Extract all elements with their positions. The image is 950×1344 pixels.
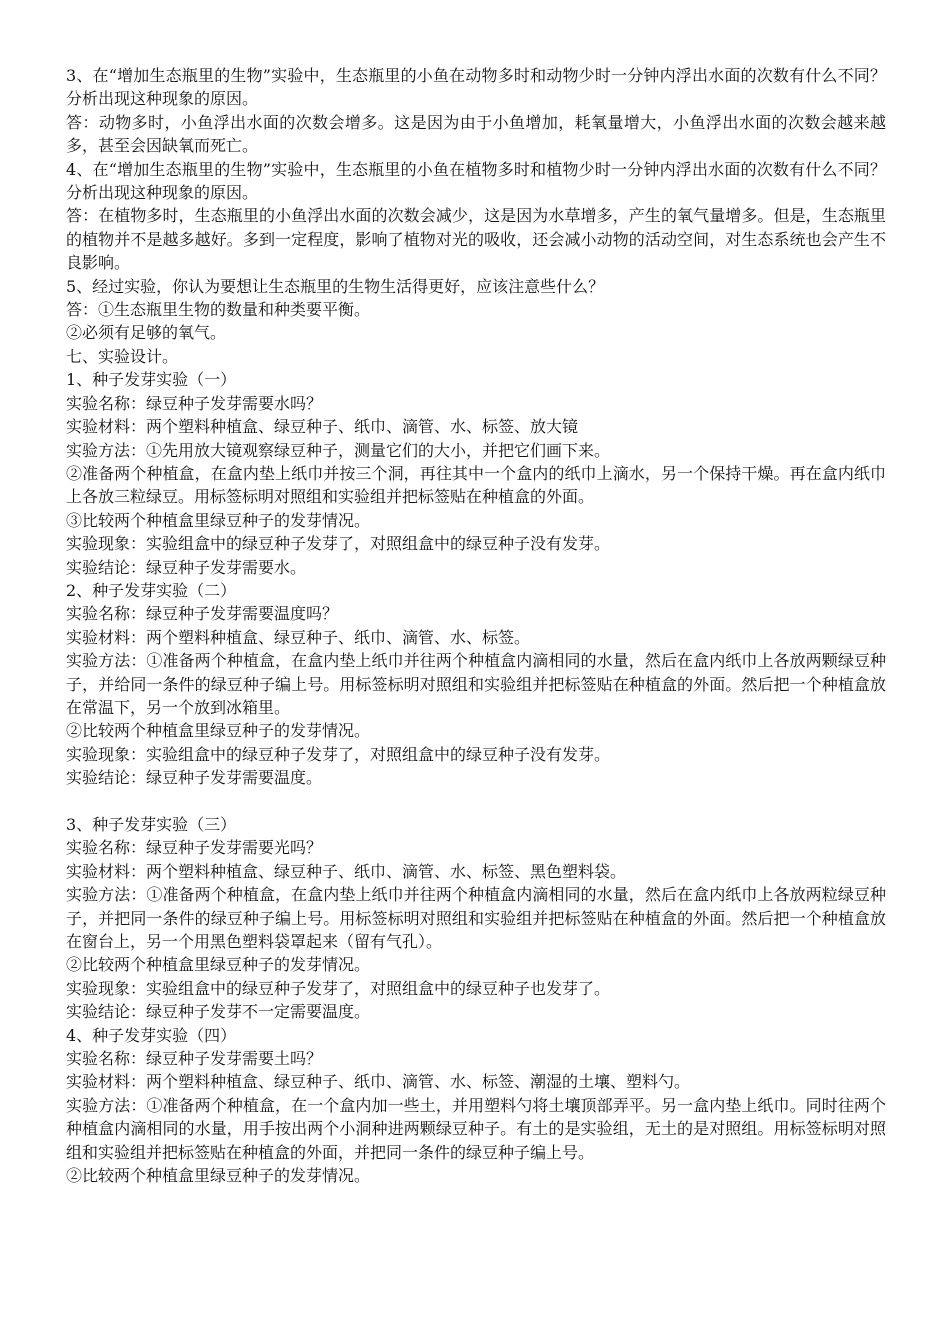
experiment-2-method-step-2: ②比较两个种植盒里绿豆种子的发芽情况。 (66, 721, 371, 741)
experiment-2-method-step-1: 实验方法：①准备两个种植盒，在盒内垫上纸巾并往两个种植盒内滴相同的水量，然后在盒内纸巾上各放两颗绿豆种子，并给同一条件的绿豆种子编上号。用标签标明对照组和实验组并把标签贴在种植盒的外面。然后把一个种植盒放在常温下，另一个放到冰箱里。 (66, 651, 886, 717)
experiment-2-heading: 2、种子发芽实验（二） (66, 580, 237, 600)
question-4: 4、在“增加生态瓶里的生物”实验中，生态瓶里的小鱼在植物多时和植物少时一分钟内浮出水面的次数有什么不同？分析出现这种现象的原因。 (66, 159, 886, 203)
experiment-3-method-step-1: 实验方法：①准备两个种植盒，在盒内垫上纸巾并往两个种植盒内滴相同的水量，然后在盒内纸巾上各放两粒绿豆种子，并把同一条件的绿豆种子编上号。用标签标明对照组和实验组并把标签贴在种植盒的外面。然后把一个种植盒放在窗台上，另一个用黑色塑料袋罩起来（留有气孔）。 (66, 885, 886, 952)
question-5: 5、经过实验，你认为要想让生态瓶里的生物生活得更好，应该注意些什么？ (66, 276, 605, 296)
experiment-3-materials: 实验材料：两个塑料种植盒、绿豆种子、纸巾、滴管、水、标签、黑色塑料袋。 (66, 861, 627, 881)
experiment-3-method-step-2: ②比较两个种植盒里绿豆种子的发芽情况。 (66, 955, 371, 975)
answer-3: 答：动物多时，小鱼浮出水面的次数会增多。这是因为由于小鱼增加，耗氧量增大，小鱼浮出水面的次数会越来越多，甚至会因缺氧而死亡。 (66, 112, 886, 156)
experiment-2-phenomenon: 实验现象：实验组盒中的绿豆种子发芽了，对照组盒中的绿豆种子没有发芽。 (66, 744, 611, 764)
experiment-3-name: 实验名称：绿豆种子发芽需要光吗？ (66, 838, 323, 858)
document-body (66, 64, 886, 1187)
experiment-2-materials: 实验材料：两个塑料种植盒、绿豆种子、纸巾、滴管、水、标签。 (66, 627, 531, 647)
answer-4: 答：在植物多时，生态瓶里的小鱼浮出水面的次数会减少，这是因为水草增多，产生的氧气量增多。但是，生态瓶里的植物并不是越多越好。多到一定程度，影响了植物对光的吸收，还会减小动物的活动空间，对生态系统也会产生不良影响。 (66, 206, 886, 273)
experiment-4-method-step-1: 实验方法：①准备两个种植盒，在一个盒内加一些土，并用塑料勺将土壤顶部弄平。另一盒内垫上纸巾。同时往两个种植盒内滴相同的水量，用手按出两个小洞种进两颗绿豆种子。有土的是实验组，无土的是对照组。用标签标明对照组和实验组并把标签贴在种植盒的外面，并把同一条件的绿豆种子编上号。 (66, 1095, 886, 1162)
section-heading-experiment-design: 七、实验设计。 (66, 346, 179, 366)
experiment-1-conclusion: 实验结论：绿豆种子发芽需要水。 (66, 557, 307, 577)
experiment-3-heading: 3、种子发芽实验（三） (66, 814, 237, 834)
experiment-1-name: 实验名称：绿豆种子发芽需要水吗？ (66, 393, 323, 413)
experiment-4-method-step-2: ②比较两个种植盒里绿豆种子的发芽情况。 (66, 1166, 371, 1186)
experiment-4-materials: 实验材料：两个塑料种植盒、绿豆种子、纸巾、滴管、水、标签、潮湿的土壤、塑料勺。 (66, 1072, 691, 1092)
experiment-2-conclusion: 实验结论：绿豆种子发芽需要温度。 (66, 768, 323, 788)
experiment-1-phenomenon: 实验现象：实验组盒中的绿豆种子发芽了，对照组盒中的绿豆种子没有发芽。 (66, 534, 611, 554)
experiment-1-materials: 实验材料：两个塑料种植盒、绿豆种子、纸巾、滴管、水、标签、放大镜 (66, 417, 579, 437)
answer-5-item-2: ②必须有足够的氧气。 (66, 323, 227, 343)
experiment-1-method-step-2: ②准备两个种植盒，在盒内垫上纸巾并按三个洞，再往其中一个盒内的纸巾上滴水，另一个保持干燥。再在盒内纸巾上各放三粒绿豆。用标签标明对照组和实验组并把标签贴在种植盒的外面。 (66, 463, 886, 507)
experiment-4-name: 实验名称：绿豆种子发芽需要土吗？ (66, 1049, 323, 1069)
experiment-1-method-step-3: ③比较两个种植盒里绿豆种子的发芽情况。 (66, 510, 371, 530)
experiment-1-method-step-1: 实验方法：①先用放大镜观察绿豆种子，测量它们的大小，并把它们画下来。 (66, 440, 611, 460)
experiment-3-conclusion: 实验结论：绿豆种子发芽不一定需要温度。 (66, 1002, 371, 1022)
answer-5-item-1: 答：①生态瓶里生物的数量和种类要平衡。 (66, 300, 371, 320)
experiment-4-heading: 4、种子发芽实验（四） (66, 1025, 237, 1045)
experiment-2-name: 实验名称：绿豆种子发芽需要温度吗？ (66, 604, 339, 624)
experiment-3-phenomenon: 实验现象：实验组盒中的绿豆种子发芽了，对照组盒中的绿豆种子也发芽了。 (66, 978, 611, 998)
question-3: 3、在“增加生态瓶里的生物”实验中，生态瓶里的小鱼在动物多时和动物少时一分钟内浮出水面的次数有什么不同？分析出现这种现象的原因。 (66, 66, 886, 109)
experiment-1-heading: 1、种子发芽实验（一） (66, 370, 237, 390)
